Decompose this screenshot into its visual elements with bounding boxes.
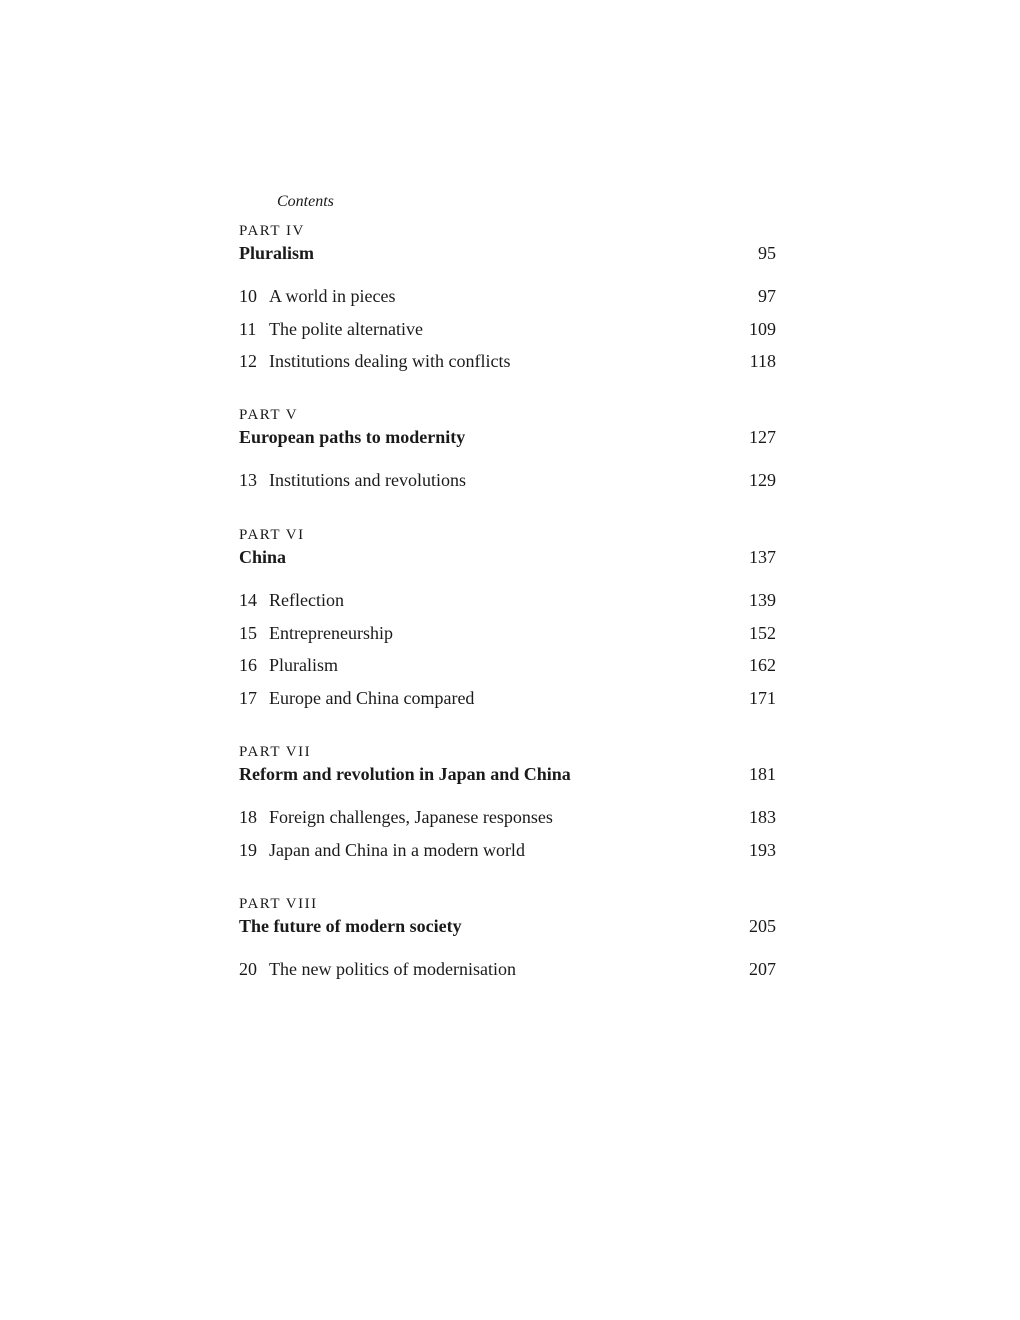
part-label: PART V: [239, 407, 299, 423]
chapter-title: Europe and China compared: [269, 687, 475, 708]
chapter-list: [239, 806, 776, 871]
chapter-number: 14: [239, 590, 257, 610]
chapter-entry[interactable]: [239, 806, 776, 839]
part-section: [239, 406, 776, 502]
chapter-page-number: 152: [749, 622, 776, 643]
chapter-title: Foreign challenges, Japanese responses: [269, 807, 553, 827]
part-page-number: 127: [749, 427, 776, 447]
chapter-list: [239, 589, 776, 719]
chapter-page-number: 183: [749, 807, 776, 827]
chapter-title: Reflection: [269, 590, 344, 610]
chapter-page-number: 129: [749, 470, 776, 490]
chapter-number: 12: [239, 351, 257, 371]
part-page-number: 181: [749, 764, 776, 784]
chapter-title: Japan and China in a modern world: [269, 839, 525, 860]
part-page-number: 205: [749, 916, 776, 936]
chapter-list: [239, 285, 776, 383]
chapter-entry[interactable]: [239, 589, 776, 622]
chapter-entry[interactable]: [239, 958, 776, 991]
part-title: China: [239, 547, 287, 567]
chapter-title: Entrepreneurship: [269, 622, 393, 643]
part-label: PART VI: [239, 527, 305, 543]
part-page-number: 137: [749, 547, 776, 567]
chapter-page-number: 139: [749, 590, 776, 610]
chapter-title: A world in pieces: [269, 286, 396, 306]
part-label: PART VII: [239, 744, 312, 760]
chapter-entry[interactable]: [239, 654, 776, 687]
part-page-number: 95: [758, 243, 776, 263]
chapter-page-number: 162: [749, 655, 776, 675]
part-label: PART IV: [239, 223, 305, 239]
chapter-entry[interactable]: [239, 469, 776, 502]
part-section: [239, 222, 776, 383]
chapter-list: [239, 469, 776, 502]
chapter-page-number: 171: [749, 687, 776, 708]
part-title: The future of modern society: [239, 916, 462, 936]
chapter-number: 16: [239, 655, 257, 675]
chapter-entry[interactable]: [239, 350, 776, 383]
chapter-title: Institutions dealing with conflicts: [269, 351, 511, 371]
chapter-number: 20: [239, 959, 257, 979]
part-section: [239, 895, 776, 991]
part-title: European paths to modernity: [239, 427, 466, 447]
chapter-number: 11: [239, 318, 257, 339]
chapter-entry[interactable]: [239, 285, 776, 318]
part-title: Reform and revolution in Japan and China: [239, 764, 571, 784]
part-label: PART VIII: [239, 896, 318, 912]
chapter-entry[interactable]: [239, 839, 776, 872]
part-title: Pluralism: [239, 243, 314, 263]
chapter-page-number: 109: [749, 318, 776, 339]
part-heading[interactable]: [239, 242, 776, 266]
chapter-list: [239, 958, 776, 991]
part-heading[interactable]: [239, 546, 776, 570]
chapter-page-number: 207: [749, 959, 776, 979]
chapter-number: 13: [239, 470, 257, 490]
chapter-title: Pluralism: [269, 655, 339, 675]
chapter-title: Institutions and revolutions: [269, 470, 466, 490]
chapter-title: The new politics of modernisation: [269, 959, 516, 979]
chapter-page-number: 193: [749, 839, 776, 860]
chapter-number: 18: [239, 807, 257, 827]
chapter-number: 17: [239, 687, 257, 708]
running-head: Contents: [277, 193, 334, 210]
part-heading[interactable]: [239, 915, 776, 939]
chapter-number: 10: [239, 286, 257, 306]
part-heading[interactable]: [239, 426, 776, 450]
part-section: [239, 743, 776, 871]
part-section: [239, 526, 776, 719]
chapter-entry[interactable]: [239, 622, 776, 655]
chapter-page-number: 97: [758, 286, 776, 306]
chapter-number: 15: [239, 622, 257, 643]
part-heading[interactable]: [239, 763, 776, 787]
chapter-entry[interactable]: [239, 318, 776, 351]
chapter-page-number: 118: [749, 351, 776, 371]
chapter-entry[interactable]: [239, 687, 776, 720]
chapter-title: The polite alternative: [269, 318, 423, 339]
chapter-number: 19: [239, 839, 257, 860]
